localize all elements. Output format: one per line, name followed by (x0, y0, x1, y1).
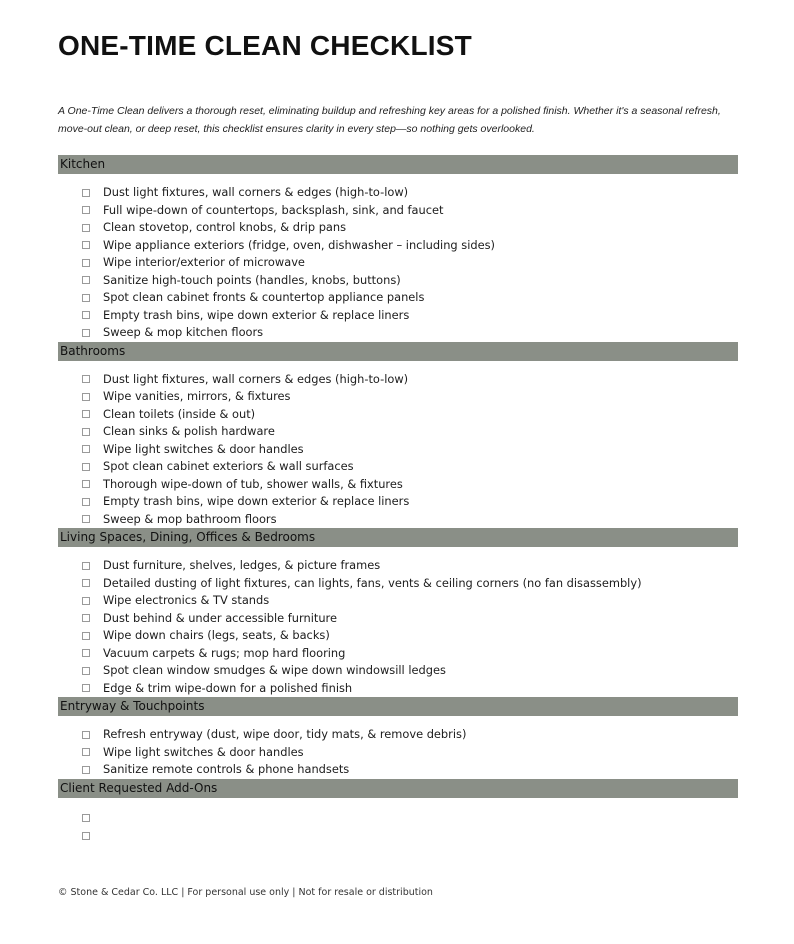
checklist-item-label: Dust light fixtures, wall corners & edges (high-to-low) (103, 371, 409, 386)
checkbox-icon[interactable] (82, 224, 90, 232)
checklist-item-label: Empty trash bins, wipe down exterior & replace liners (103, 494, 410, 508)
checkbox-icon[interactable] (82, 766, 90, 774)
checkbox-icon[interactable] (82, 498, 90, 506)
checklist-item (58, 272, 738, 290)
checklist-item-label: Sweep & mop kitchen floors (103, 325, 264, 339)
checklist-item (58, 406, 738, 424)
checklist-item-label: Dust furniture, shelves, ledges, & picture frames (103, 558, 381, 572)
checklist-item (58, 592, 738, 610)
checklist-item (58, 744, 738, 762)
checklist-item-label: Spot clean window smudges & wipe down windowsill ledges (103, 663, 446, 677)
checklist-item-label: Vacuum carpets & rugs; mop hard flooring (103, 645, 346, 660)
checklist-item (58, 680, 738, 698)
checklist-item-label: Spot clean cabinet exteriors & wall surfaces (103, 459, 354, 473)
checklist-item-label: Detailed dusting of light fixtures, can lights, fans, vents & ceiling corners (no fan disassembly) (103, 575, 642, 590)
checklist-item (58, 184, 738, 202)
checklist-item (58, 662, 738, 680)
checklist-item (58, 493, 738, 511)
checkbox-icon[interactable] (82, 562, 90, 570)
checklist-item-label: Wipe vanities, mirrors, & fixtures (103, 389, 291, 403)
checkbox-icon[interactable] (82, 259, 90, 267)
checkbox-icon[interactable] (82, 410, 90, 418)
checkbox-icon[interactable] (82, 375, 90, 383)
section-header: Living Spaces, Dining, Offices & Bedrooms (58, 528, 738, 547)
checklist-items (58, 174, 738, 342)
checklist-item-label: Sanitize high-touch points (handles, knobs, buttons) (103, 272, 401, 287)
checklist-item (58, 441, 738, 459)
footer-copyright: © Stone & Cedar Co. LLC | For personal use only | Not for resale or distribution (58, 887, 433, 898)
checkbox-icon[interactable] (82, 463, 90, 471)
checkbox-icon[interactable] (82, 206, 90, 214)
checklist-item (58, 827, 738, 845)
checklist-item (58, 511, 738, 529)
section-header: Client Requested Add-Ons (58, 779, 738, 798)
checklist-item-label: Clean sinks & polish hardware (103, 424, 275, 438)
checklist-item-label: Thorough wipe-down of tub, shower walls, & fixtures (103, 476, 403, 491)
checklist-item (58, 476, 738, 494)
checklist-item (58, 575, 738, 593)
checkbox-icon[interactable] (82, 294, 90, 302)
checkbox-icon[interactable] (82, 276, 90, 284)
checklist-items (58, 361, 738, 529)
checklist-item (58, 219, 738, 237)
checklist-items (58, 547, 738, 697)
checklist-item (58, 761, 738, 779)
checklist-item (58, 627, 738, 645)
section-header: Entryway & Touchpoints (58, 697, 738, 716)
checklist-sections (58, 155, 738, 845)
checklist-item-label: Wipe interior/exterior of microwave (103, 255, 305, 269)
checklist-item (58, 289, 738, 307)
checkbox-icon[interactable] (82, 189, 90, 197)
checkbox-icon[interactable] (82, 814, 90, 822)
checklist-item (58, 557, 738, 575)
checklist-item-label: Clean toilets (inside & out) (103, 406, 256, 421)
checklist-item-label: Wipe appliance exteriors (fridge, oven, dishwasher – including sides) (103, 237, 496, 252)
checkbox-icon[interactable] (82, 684, 90, 692)
checkbox-icon[interactable] (82, 515, 90, 523)
checklist-item-label: Wipe light switches & door handles (103, 744, 304, 759)
checklist-item (58, 202, 738, 220)
checklist-item-label: Dust behind & under accessible furniture (103, 610, 337, 625)
checkbox-icon[interactable] (82, 579, 90, 587)
checkbox-icon[interactable] (82, 731, 90, 739)
intro-paragraph: A One-Time Clean delivers a thorough reset, eliminating buildup and refreshing key areas for a polished finish. Whether it's a seasonal refresh, move-out clean, or deep reset, this checklist ensures clarity in every step—so nothing gets overlooked. (58, 105, 721, 135)
checkbox-icon[interactable] (82, 329, 90, 337)
checkbox-icon[interactable] (82, 667, 90, 675)
checklist-item (58, 237, 738, 255)
checklist-items (58, 716, 738, 779)
checklist-item (58, 371, 738, 389)
checkbox-icon[interactable] (82, 311, 90, 319)
checklist-item (58, 810, 738, 828)
checkbox-icon[interactable] (82, 632, 90, 640)
checkbox-icon[interactable] (82, 445, 90, 453)
checkbox-icon[interactable] (82, 832, 90, 840)
checklist-item-label: Edge & trim wipe-down for a polished finish (103, 680, 353, 695)
checklist-item (58, 423, 738, 441)
checklist-item (58, 726, 738, 744)
checkbox-icon[interactable] (82, 597, 90, 605)
checklist-item-label: Full wipe-down of countertops, backsplash, sink, and faucet (103, 202, 444, 217)
checkbox-icon[interactable] (82, 480, 90, 488)
checkbox-icon[interactable] (82, 748, 90, 756)
checkbox-icon[interactable] (82, 393, 90, 401)
checklist-item-label: Refresh entryway (dust, wipe door, tidy mats, & remove debris) (103, 727, 467, 741)
checkbox-icon[interactable] (82, 649, 90, 657)
checklist-item (58, 645, 738, 663)
checkbox-icon[interactable] (82, 241, 90, 249)
section-header: Bathrooms (58, 342, 738, 361)
checklist-item-label: Empty trash bins, wipe down exterior & replace liners (103, 307, 410, 322)
checkbox-icon[interactable] (82, 614, 90, 622)
checklist-item-label: Dust light fixtures, wall corners & edges (high-to-low) (103, 185, 409, 199)
checklist-item-label: Clean stovetop, control knobs, & drip pans (103, 220, 347, 234)
page-title: ONE-TIME CLEAN CHECKLIST (58, 30, 472, 61)
checklist-item (58, 307, 738, 325)
checklist-item (58, 388, 738, 406)
checklist-item-label: Wipe electronics & TV stands (103, 593, 270, 607)
checklist-item (58, 610, 738, 628)
checklist-item-label: Spot clean cabinet fronts & countertop appliance panels (103, 290, 425, 304)
checklist-item-label: Wipe down chairs (legs, seats, & backs) (103, 628, 330, 642)
checklist-item-label: Sanitize remote controls & phone handsets (103, 762, 350, 776)
checklist-item-label: Sweep & mop bathroom floors (103, 511, 277, 526)
section-header: Kitchen (58, 155, 738, 174)
checklist-item-label: Wipe light switches & door handles (103, 441, 304, 456)
checklist-item (58, 458, 738, 476)
checkbox-icon[interactable] (82, 428, 90, 436)
checklist-items (58, 798, 738, 845)
checklist-item (58, 324, 738, 342)
checklist-item (58, 254, 738, 272)
